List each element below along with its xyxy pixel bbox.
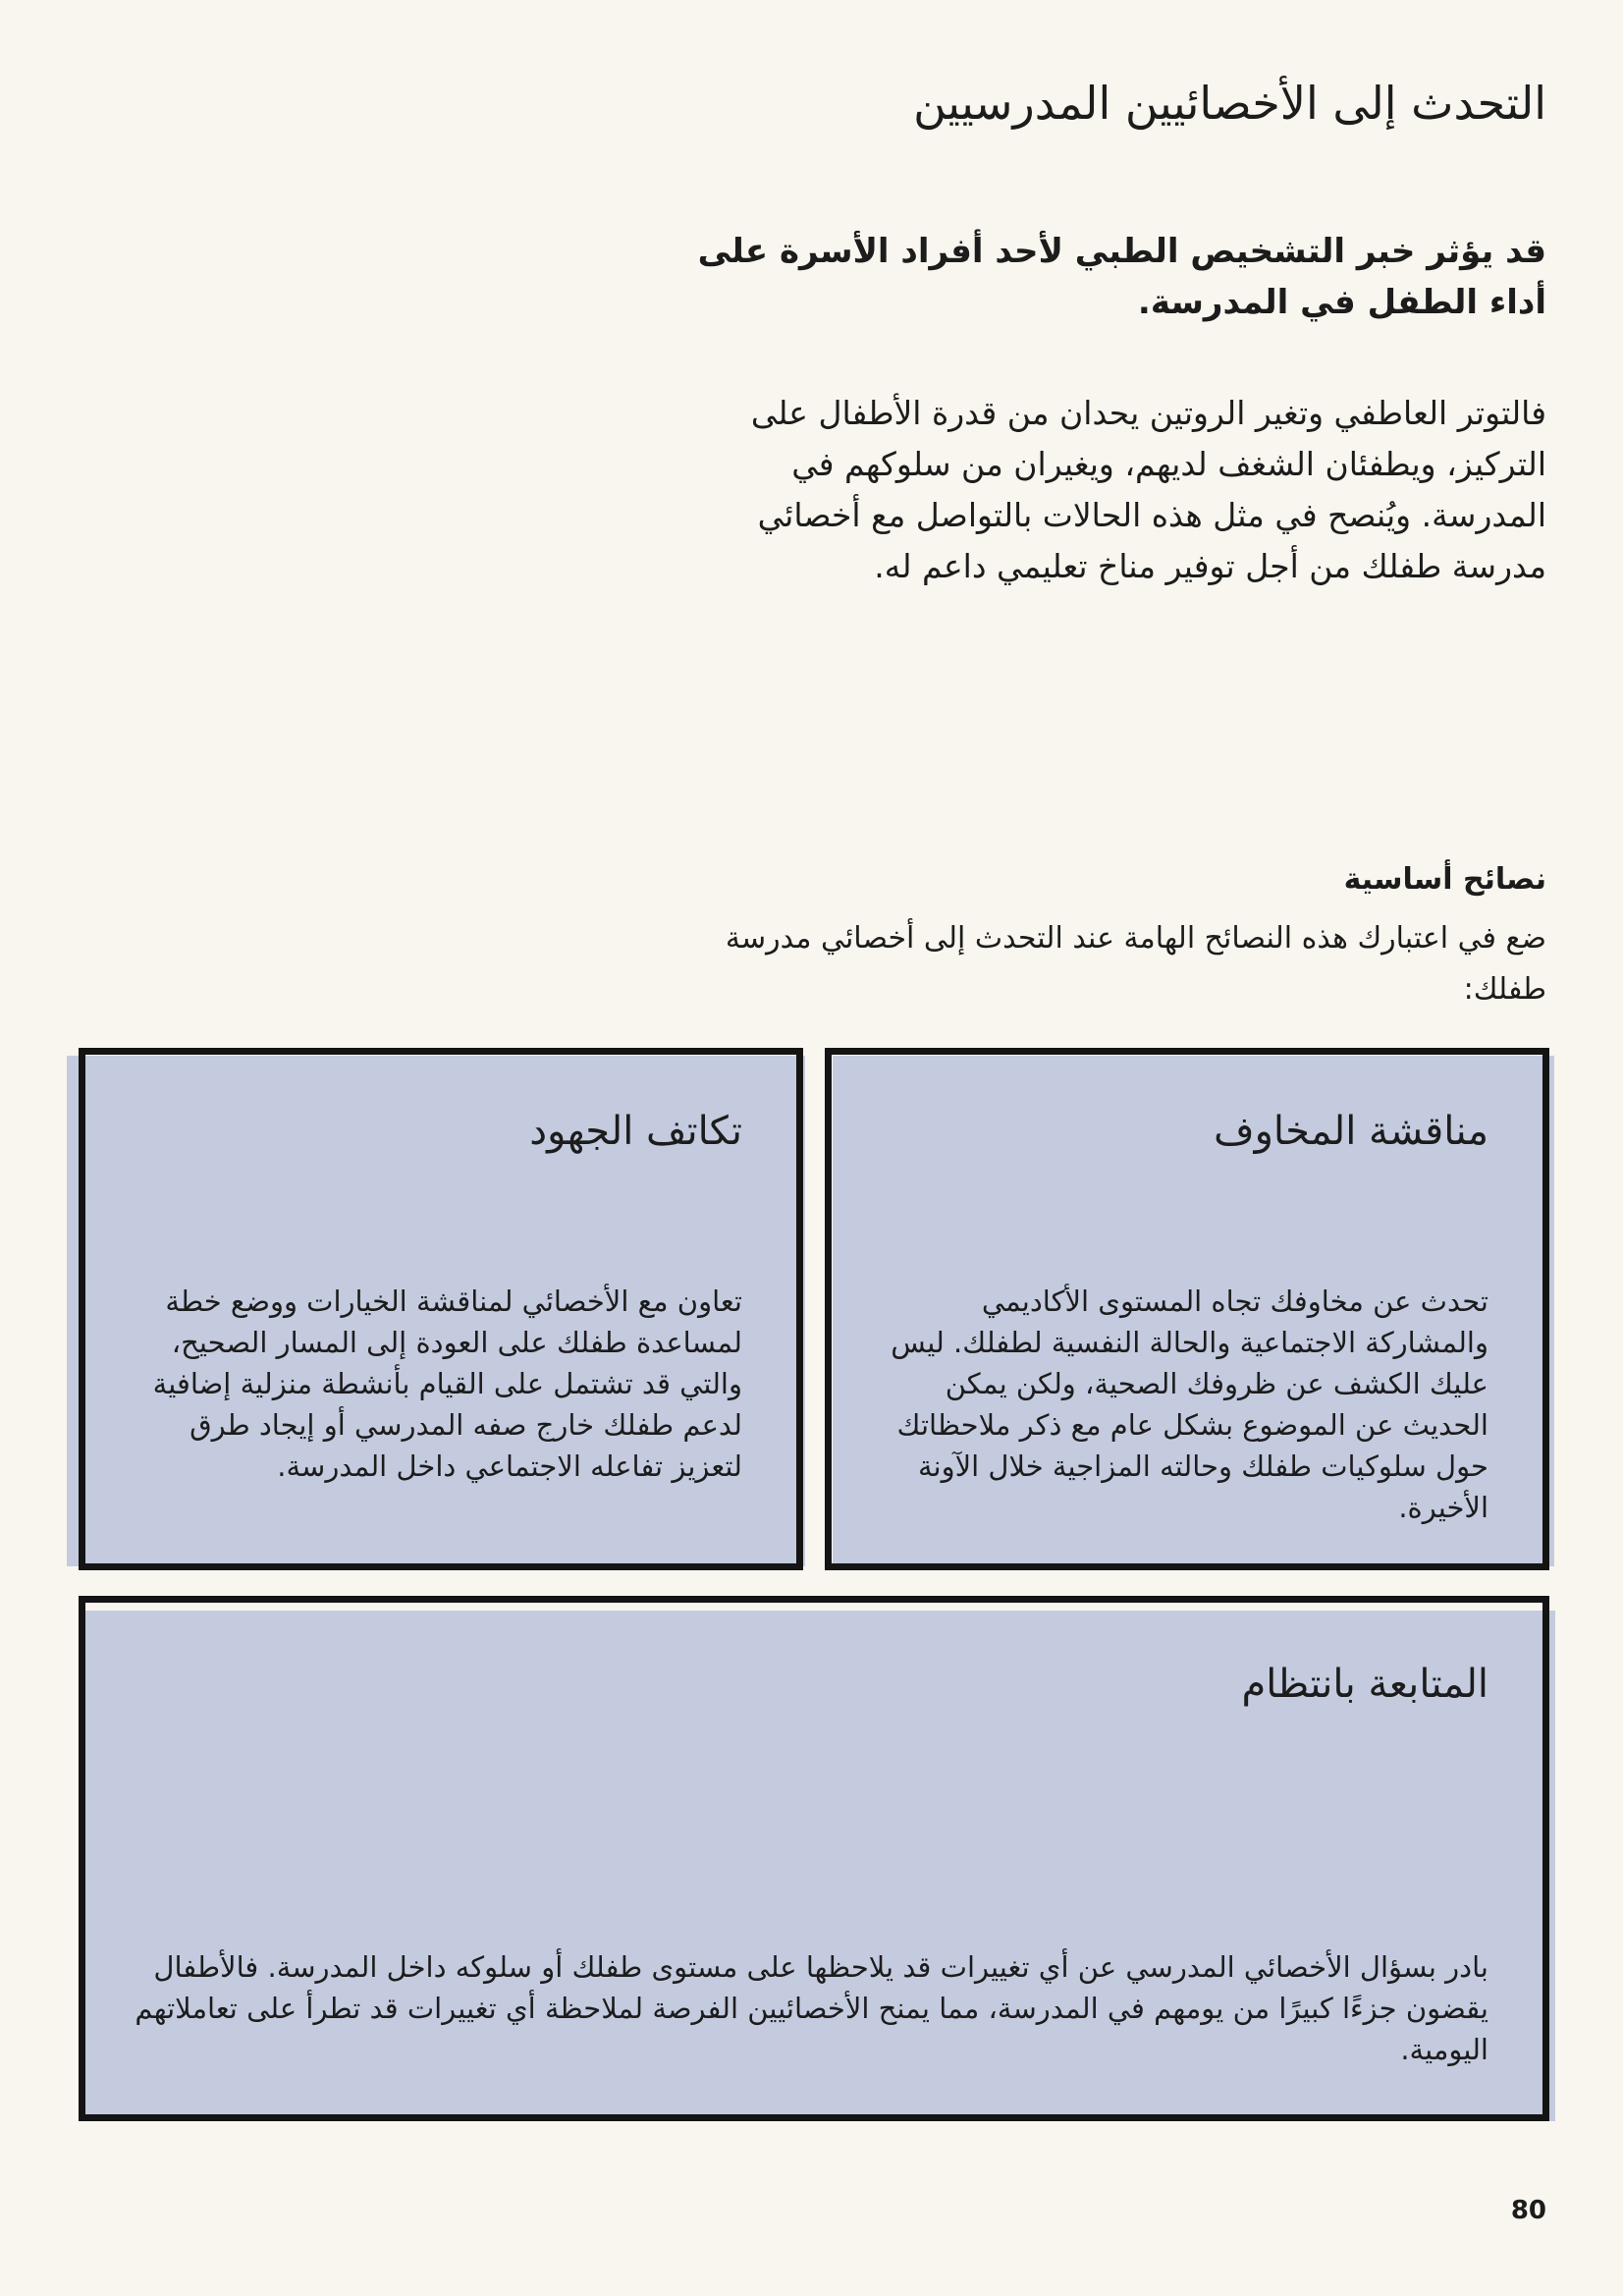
card-followup bbox=[79, 1596, 1549, 2121]
card-followup-text: بادر بسؤال الأخصائي المدرسي عن أي تغييرات قد يلاحظها على مستوى طفلك أو سلوكه داخل المدرسة. فالأطفال يقضون جزءًا كبيرًا من يومهم في المدرسة، مما يمنح الأخصائيين الفرصة لملاحظة أي تغييرات قد تطرأ على تعاملاتهم اليومية. bbox=[135, 1950, 1488, 2066]
card-efforts-text: تعاون مع الأخصائي لمناقشة الخيارات ووضع خطة لمساعدة طفلك على العودة إلى المسار الصحيح، والتي قد تشتمل على القيام بأنشطة منزلية إضافية لدعم طفلك خارج صفه المدرسي أو إيجاد طرق لتعزيز تفاعله الاجتماعي داخل المدرسة. bbox=[152, 1285, 742, 1483]
card-fears-title: مناقشة المخاوف bbox=[1214, 1109, 1488, 1154]
tips-heading: نصائح أساسية bbox=[1343, 862, 1546, 897]
page-number: 80 bbox=[1510, 2196, 1546, 2225]
card-fears bbox=[825, 1048, 1549, 1570]
card-fears-text: تحدث عن مخاوفك تجاه المستوى الأكاديمي والمشاركة الاجتماعية والحالة النفسية لطفلك. ليس عليك الكشف عن ظروفك الصحية، ولكن يمكن الحديث عن الموضوع بشكل عام مع ذكر ملاحظاتك حول سلوكيات طفلك وحالته المزاجية خلال الآونة الأخيرة. bbox=[891, 1285, 1488, 1524]
page-title: التحدث إلى الأخصائيين المدرسيين bbox=[913, 77, 1546, 130]
tips-description: ضع في اعتبارك هذه النصائح الهامة عند التحدث إلى أخصائي مدرسة طفلك: bbox=[725, 921, 1546, 1007]
card-efforts bbox=[79, 1048, 803, 1570]
card-followup-title: المتابعة بانتظام bbox=[1241, 1662, 1488, 1707]
intro-body: فالتوتر العاطفي وتغير الروتين يحدان من قدرة الأطفال على التركيز، ويطفئان الشغف لديهم، ويغيران من سلوكهم في المدرسة. ويُنصح في مثل هذه الحالات بالتواصل مع أخصائي مدرسة طفلك من أجل توفير مناخ تعليمي داعم له. bbox=[750, 394, 1546, 585]
intro-lead: قد يؤثر خبر التشخيص الطبي لأحد أفراد الأسرة على أداء الطفل في المدرسة. bbox=[697, 232, 1546, 322]
card-efforts-title: تكاتف الجهود bbox=[529, 1109, 742, 1154]
